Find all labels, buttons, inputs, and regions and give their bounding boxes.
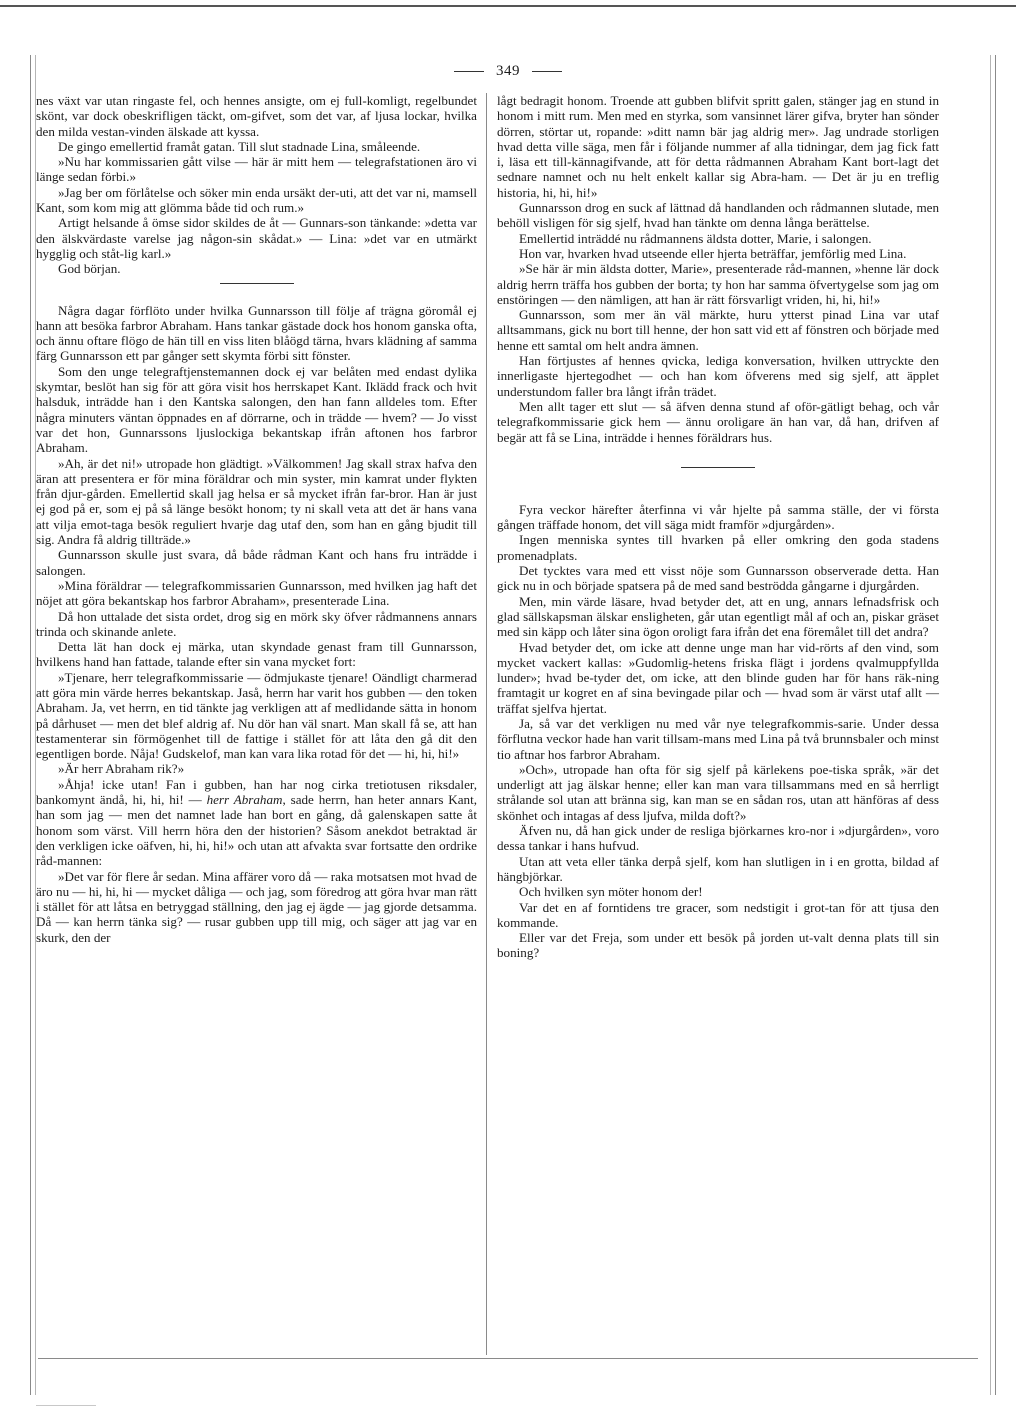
paragraph: Eller var det Freja, som under ett besök på jorden ut-valt denna plats till sin boning? <box>497 930 939 961</box>
paragraph: Och hvilken syn möter honom der! <box>519 884 703 900</box>
paragraph: »Ah, är det ni!» utropade hon glädtigt. »Välkommen! Jag skall strax hafva den äran att presentera er för mina föräldrar och min syster, min kamrat under flykten från djur-gården. Emellertid skall jag helsa er så mycket ifrån far-bror. Han är just ej god på er, som ej på så länge besökt honom; ty ni skall veta att det är hans vana att vilja emot-taga besök reguliert hvarje dag utaf den, som han en gång bjudit till sig. Andra få aldrig tillträde.» <box>36 455 477 548</box>
paragraph: Fyra veckor härefter återfinna vi vår hjelte på samma ställe, der vi första gången träffade honom, det vill säga midt framför »djurgården». <box>497 501 939 533</box>
paragraph: »Tjenare, herr telegrafkommissarie — ödmjukaste tjenare! Oändligt charmerad att göra min värde herres bekantskap. Jaså, herrn har varit hos gubben — den token Abraham. Ja, vet herrn, en tid tänkte jag verkligen att af medlidande sätta in honom på dårhuset — men det blef aldrig af. Nu dör han väl snart. Man skall få se, att han testamenterar sin förmögenhet till de fattige i stället för att låta den gå dit den egentligen borde. Nåja! Gudskelof, man kan vara lika rotad för det — hi, hi, hi!» <box>36 669 477 762</box>
right-column <box>497 93 939 961</box>
paragraph: Ingen menniska syntes till hvarken på eller omkring den goda stadens promenadplats. <box>497 532 939 563</box>
page-number-dash-right <box>532 71 562 72</box>
page-number-dash-left <box>454 71 484 72</box>
paragraph: »Och», utropade han ofta för sig sjelf på kärlekens poe-tiska språk, »är det underligt att jag älskar henne; eller kan man vara tillsammans med en så herrligt strålande sol utan att bränna sig, kan man se en sådan ros, utan att hänföras af dess skönhet och intagas af dess ljufva, milda doft?» <box>497 761 939 823</box>
bottom-rule <box>38 1358 978 1359</box>
paragraph: nes växt var utan ringaste fel, och hennes ansigte, om ej full-komligt, regelbundet skönt, var dock obeskrifligen täckt, om-gifvet, som det var, af ljusa lockar, hvilka den milda vestan-vinden älskade att kyssa. <box>36 93 477 139</box>
paragraph: »Är herr Abraham rik?» <box>58 761 185 777</box>
paragraph: Gunnarsson skulle just svara, då både rådman Kant och hans fru inträdde i salongen. <box>36 547 477 578</box>
page-top-edge <box>0 5 1016 7</box>
paragraph: »Mina föräldrar — telegrafkommissarien Gunnarsson, med hvilken jag haft det nöjet att göra bekantskap hos farbror Abraham», presenterade Lina. <box>36 577 477 609</box>
paragraph: Gunnarsson drog en suck af lättnad då handlanden och rådmannen slutade, men behöll visligen för sig sjelf, hvad han tänkte om denna långa berättelse. <box>497 200 939 231</box>
paragraph: Han förtjustes af hennes qvicka, lediga konversation, hvilken uttryckte den innerligaste hjertegodhet — och han kom öfverens med sig sjelf, att äpplet understundom faller bra långt ifrån trädet. <box>497 353 939 399</box>
paragraph: Detta lät han dock ej märka, utan skyndade genast fram till Gunnarsson, hvilkens hand han fattade, talande efter sin vana mycket fort: <box>36 639 477 670</box>
page-number-header <box>0 63 1016 80</box>
italic-name: herr Abraham <box>206 792 283 808</box>
paragraph: Gunnarsson, som mer än väl märkte, huru ytterst pinad Lina var utaf alltsammans, gick nu bort till henne, der hon satt vid ett af fönstren och började med henne ett samtal om helt andra ämnen. <box>497 307 939 353</box>
paragraph: »Det var för flere år sedan. Mina affärer voro då — raka motsatsen mot hvad de äro nu — hi, hi, hi — mycket dåliga — och jag, som föredrog att göra hvar man rätt i stället för att låtsa en betryggad ställning, den jag ej ägde — jag gjorde detsamma. Då — kan herrn tänka sig? — rusar gubben upp till mig, och säger att jag var en skurk, den der <box>36 868 477 945</box>
paragraph: Artigt helsande å ömse sidor skildes de åt — Gunnars-son tänkande: »detta var den älskvärdaste varelse jag någon-sin skådat.» — Lina: »det var en utmärkt hygglig och ståt-lig karl.» <box>36 215 477 261</box>
spacer <box>497 487 939 502</box>
paragraph: »Jag ber om förlåtelse och söker min enda ursäkt der-uti, att det var ni, mamsell Kant, som kom mig att glömma både tid och rum.» <box>36 184 477 216</box>
paragraph: »Nu har kommissarien gått vilse — här är mitt hem — telegrafstationen äro vi länge sedan förbi.» <box>36 154 477 185</box>
section-separator <box>681 467 755 468</box>
paragraph: Var det en af forntidens tre gracer, som nedstigit i grot-tan för att tjusa den kommande. <box>497 899 939 930</box>
corner-mark <box>36 1405 96 1406</box>
paragraph: Äfven nu, då han gick under de resliga björkarnes kro-nor i »djurgården», voro dessa tankar i hans hufvud. <box>497 823 939 854</box>
paragraph: Men, min värde läsare, hvad betyder det, att en ung, annars lefnadsfrisk och glad sällskapsman älskar ensligheten, går utan egentligt mål af och an, piskar gräset med sin käpp och låter sina ögon oroligt fara ifrån det ena föremålet till det andra? <box>497 593 939 640</box>
section-separator <box>220 283 294 284</box>
paragraph: lågt bedragit honom. Troende att gubben blifvit spritt galen, stänger jag en stund in honom i mitt rum. Men med en styrka, som vansinnet lärer gifva, bryter han sönder dörren, störtar ut, ropande: »ditt namn bär jag aldrig mer». Jag undrade storligen hvad detta ville säga, men får i följande nummer af alla tidningar, dem jag fick fatt i, läsa ett till-kännagifvande, att för detta rådmannen Abraham Kant bort-lagt det sednare namnet och nu helt enkelt kallar sig Abra-ham. — Det är ju en treflig historia, hi, hi, hi!» <box>497 93 939 200</box>
paragraph: Hon var, hvarken hvad utseende eller hjerta beträffar, jemförlig med Lina. <box>519 245 907 261</box>
paragraph: God början. <box>58 261 121 277</box>
text-run: , sade herrn, han heter annars Kant, han som jag — men det namnet lade han bort en gång, då galenskapen satte åt honom som värst. Vill herrn höra den der historien? Såsom anekdot betraktad är den verkligen icke oäfven, hi, hi, hi!» och utan att afvakta svar fortsatte den ordrike råd-mannen: <box>36 792 477 869</box>
paragraph: Det tycktes vara med ett visst nöje som Gunnarsson observerade detta. Han gick nu in och började spatsera på de med sand beströdda gångarne i djurgården. <box>497 563 939 594</box>
paragraph: De gingo emellertid framåt gatan. Till slut stadnade Lina, småleende. <box>58 138 421 154</box>
paragraph: Då hon uttalade det sista ordet, drog sig en mörk sky öfver rådmannens annars trinda och skinande anlete. <box>36 608 477 639</box>
text-run: »Åhja! icke utan! Fan i gubben, han har nog cirka tretiotusen riksdaler, bankomynt ändå, hi, hi, hi! — <box>36 776 477 808</box>
paragraph: »Se här är min äldsta dotter, Marie», presenterade råd-mannen, »henne lär dock aldrig herrn träffa hos gubben der borta; ty hon har samma öfvertygelse som jag om enstöringen — den nämligen, att han är rätt försvarligt vriden, hi, hi, hi!» <box>497 261 939 307</box>
paragraph: Emellertid inträddé nu rådmannens äldsta dotter, Marie, i salongen. <box>519 230 872 246</box>
paragraph-ahja <box>36 777 477 869</box>
page-number: 349 <box>496 63 520 79</box>
paragraph: Utan att veta eller tänka derpå sjelf, kom han slutligen in i en grotta, bildad af hängbjörkar. <box>497 853 939 884</box>
column-divider <box>486 93 487 1355</box>
paragraph: Som den unge telegraftjenstemannen dock ej var belåten med endast dylika skymtar, beslöt han sig för att göra visit hos herrskapet Kant. Iklädd frack och hvit halsduk, inträdde han i den Kantska salongen, den han fann alldeles tom. Efter några minuters väntan öppnades en af dörrarne, och in trädde — hvem? — Jo visst var det hon, Gunnarssons ljuslockiga bekantskap ifrån aftonen hos farbror Abraham. <box>36 363 477 456</box>
paragraph: Några dagar förflöto under hvilka Gunnarsson till följe af trägna göromål ej hann att besöka farbror Abraham. Hans tankar gästade dock hos honom ganska ofta, och ännu oftare flögo de hän till en viss liten blåögd tärna, hvars klädning af samma färg Gunnarsson ett par gånger sett skymta förbi sitt fönster. <box>36 302 477 364</box>
paragraph: Men allt tager ett slut — så äfven denna stund af oför-gätligt behag, och vår telegrafkommissarie gick hem — ännu oroligare än han var, då han, drifven af begär att få se Lina, inträdde i hennes föräldrars hus. <box>497 398 939 445</box>
paragraph: Ja, så var det verkligen nu med vår nye telegrafkommis-sarie. Under dessa förflutna veckor hade han varit tillsam-mans med Lina på två brunnsbaler och minst tio aftnar hos farbror Abraham. <box>497 715 939 762</box>
left-column <box>36 93 477 945</box>
paragraph: Hvad betyder det, om icke att denne unge man har vid-rörts af den vind, som mycket vackert kallas: »Gudomlig-hetens friska flägt i jordens qvalmuppfyllda lunder»; hvad be-tyder det, om icke, att den blinde guden har för hans räk-ning framtagit ur kogret en af sina bevingade pilar och — hvad som är värst utaf allt — träffat sjelfva hjertat. <box>497 639 939 716</box>
